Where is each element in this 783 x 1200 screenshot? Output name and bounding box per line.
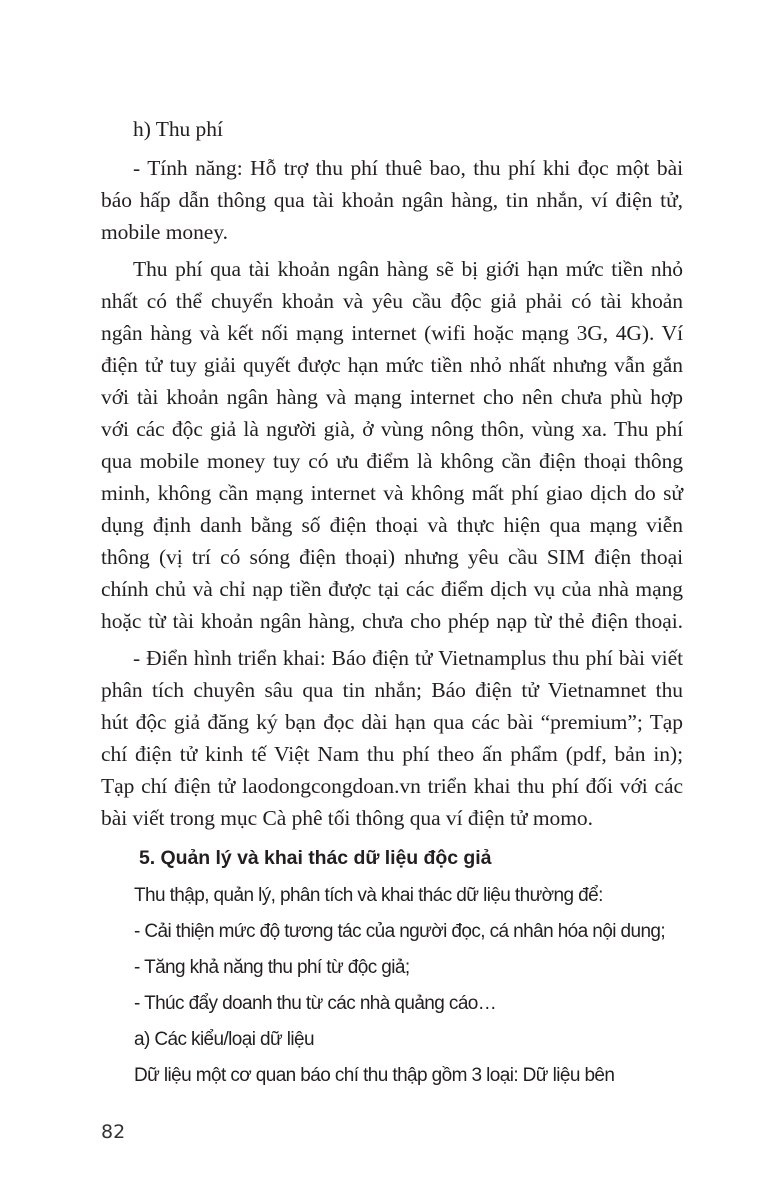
- example-line: bài viết trong mục Cà phê tối thông qua ví điện tử momo.: [101, 806, 593, 830]
- example-line: hút độc giả đăng ký bạn đọc dài hạn qua các bài “premium”; Tạp: [101, 710, 683, 734]
- paragraph-line: chính chủ và chỉ nạp tiền được tại các điểm dịch vụ của nhà mạng: [101, 577, 683, 601]
- section-5-intro: Thu thập, quản lý, phân tích và khai thác dữ liệu thường để:: [134, 885, 603, 906]
- example-line: phân tích chuyên sâu qua tin nhắn; Báo điện tử Vietnamnet thu: [101, 678, 683, 702]
- feature-line: mobile money.: [101, 220, 228, 244]
- section-5-heading: 5. Quản lý và khai thác dữ liệu độc giả: [139, 847, 492, 869]
- subheading-a-data-types: a) Các kiểu/loại dữ liệu: [134, 1029, 314, 1050]
- paragraph-line: dụng định danh bằng số điện thoại và thực hiện qua mạng viễn: [101, 513, 683, 537]
- paragraph-line: hoặc từ tài khoản ngân hàng, chưa cho phép nạp từ thẻ điện thoại.: [101, 609, 683, 633]
- subheading-h-thu-phi: h) Thu phí: [133, 117, 223, 141]
- section-5-bullet: - Thúc đẩy doanh thu từ các nhà quảng cáo…: [134, 993, 497, 1014]
- example-line: - Điển hình triển khai: Báo điện tử Vietnamplus thu phí bài viết: [133, 646, 683, 670]
- paragraph-line: minh, không cần mạng internet và không mất phí giao dịch do sử: [101, 481, 683, 505]
- paragraph-line: thông (vị trí có sóng điện thoại) nhưng yêu cầu SIM điện thoại: [101, 545, 683, 569]
- section-5-bullet: - Cải thiện mức độ tương tác của người đọc, cá nhân hóa nội dung;: [134, 921, 666, 942]
- paragraph-line: với tài khoản ngân hàng và mạng internet cho nên chưa phù hợp: [101, 385, 683, 409]
- paragraph-line: qua mobile money tuy có ưu điểm là không cần điện thoại thông: [101, 449, 683, 473]
- paragraph-line: ngân hàng và kết nối mạng internet (wifi hoặc mạng 3G, 4G). Ví: [101, 321, 683, 345]
- paragraph-line: Thu phí qua tài khoản ngân hàng sẽ bị giới hạn mức tiền nhỏ: [133, 257, 683, 281]
- paragraph-line: Dữ liệu một cơ quan báo chí thu thập gồm 3 loại: Dữ liệu bên: [134, 1065, 615, 1086]
- page-number: 82: [101, 1121, 126, 1143]
- section-5-bullet: - Tăng khả năng thu phí từ độc giả;: [134, 957, 410, 978]
- paragraph-line: nhất có thể chuyển khoản và yêu cầu độc giả phải có tài khoản: [101, 289, 683, 313]
- paragraph-line: với các độc giả là người già, ở vùng nông thôn, vùng xa. Thu phí: [101, 417, 683, 441]
- feature-line: - Tính năng: Hỗ trợ thu phí thuê bao, thu phí khi đọc một bài: [133, 156, 683, 180]
- paragraph-line: điện tử tuy giải quyết được hạn mức tiền nhỏ nhất nhưng vẫn gắn: [101, 353, 683, 377]
- feature-line: báo hấp dẫn thông qua tài khoản ngân hàng, tin nhắn, ví điện tử,: [101, 188, 683, 212]
- example-line: Tạp chí điện tử laodongcongdoan.vn triển khai thu phí đối với các: [101, 774, 683, 798]
- example-line: chí điện tử kinh tế Việt Nam thu phí theo ấn phẩm (pdf, bản in);: [101, 742, 683, 766]
